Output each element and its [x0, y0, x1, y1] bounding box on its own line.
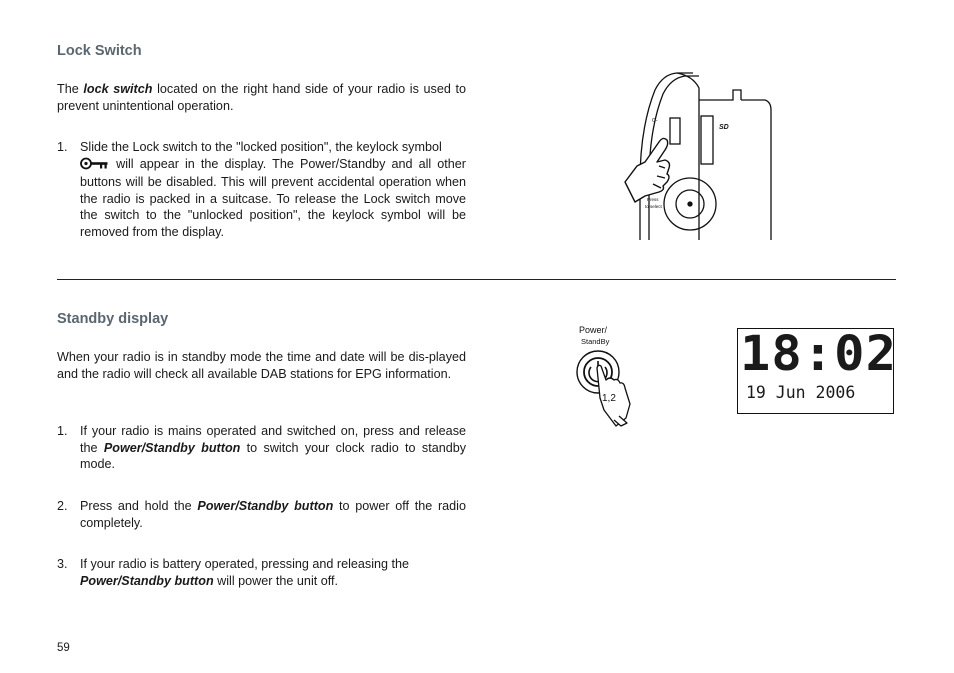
step-number: 1.: [57, 424, 68, 438]
display-date: 19 Jun 2006: [746, 383, 856, 402]
lock-switch-step-1: 1. Slide the Lock switch to the "locked position", the keylock symbol will appear in the display. The Power/Standby and all other buttons will be disabled. This will prevent accidental operation when the radio is packed in a suitcase. To release the Lock switch move the switch to the "unlocked position", the keylock symbol will be removed from the display.: [57, 140, 466, 239]
lock-switch-heading: Lock Switch: [57, 43, 142, 59]
keylock-icon: [80, 157, 110, 175]
section-divider: [57, 279, 896, 280]
display-time: 18:02: [740, 326, 897, 382]
standby-step-3: 3. If your radio is battery operated, pressing and releasing the Power/Standby button will power the unit off.: [57, 557, 410, 588]
power-standby-button-illustration: [570, 322, 650, 437]
step-number: 2.: [57, 499, 68, 513]
step-number: 3.: [57, 557, 68, 571]
standby-display-intro: When your radio is in standby mode the time and date will be dis-played and the radio will check all available DAB stations for EPG information.: [57, 350, 466, 381]
press-label: Press: [647, 197, 659, 202]
pointing-hand-icon: [625, 138, 670, 202]
standby-step-2: 2. Press and hold the Power/Standby button to power off the radio completely.: [57, 499, 466, 530]
to-select-label: to select: [645, 204, 662, 209]
standby-clock-display: [737, 326, 897, 414]
radio-lock-switch-illustration: [615, 70, 785, 247]
finger-step-label: 1,2: [602, 393, 616, 404]
sd-logo: SD: [719, 124, 729, 131]
standby-display-heading: Standby display: [57, 311, 169, 327]
standby-label: StandBy: [581, 337, 610, 346]
page-number: 59: [57, 642, 70, 654]
power-label: Power/: [579, 325, 608, 335]
lock-switch-term: lock switch: [83, 82, 153, 96]
svg-text:O-: O-: [652, 118, 658, 124]
lock-switch-intro: The lock switch located on the right hand side of your radio is used to prevent unintentional operation.: [57, 82, 467, 113]
standby-step-1: 1. If your radio is mains operated and switched on, press and release the Power/Standby button to switch your clock radio to standby mode.: [57, 424, 467, 471]
step-number: 1.: [57, 140, 68, 154]
